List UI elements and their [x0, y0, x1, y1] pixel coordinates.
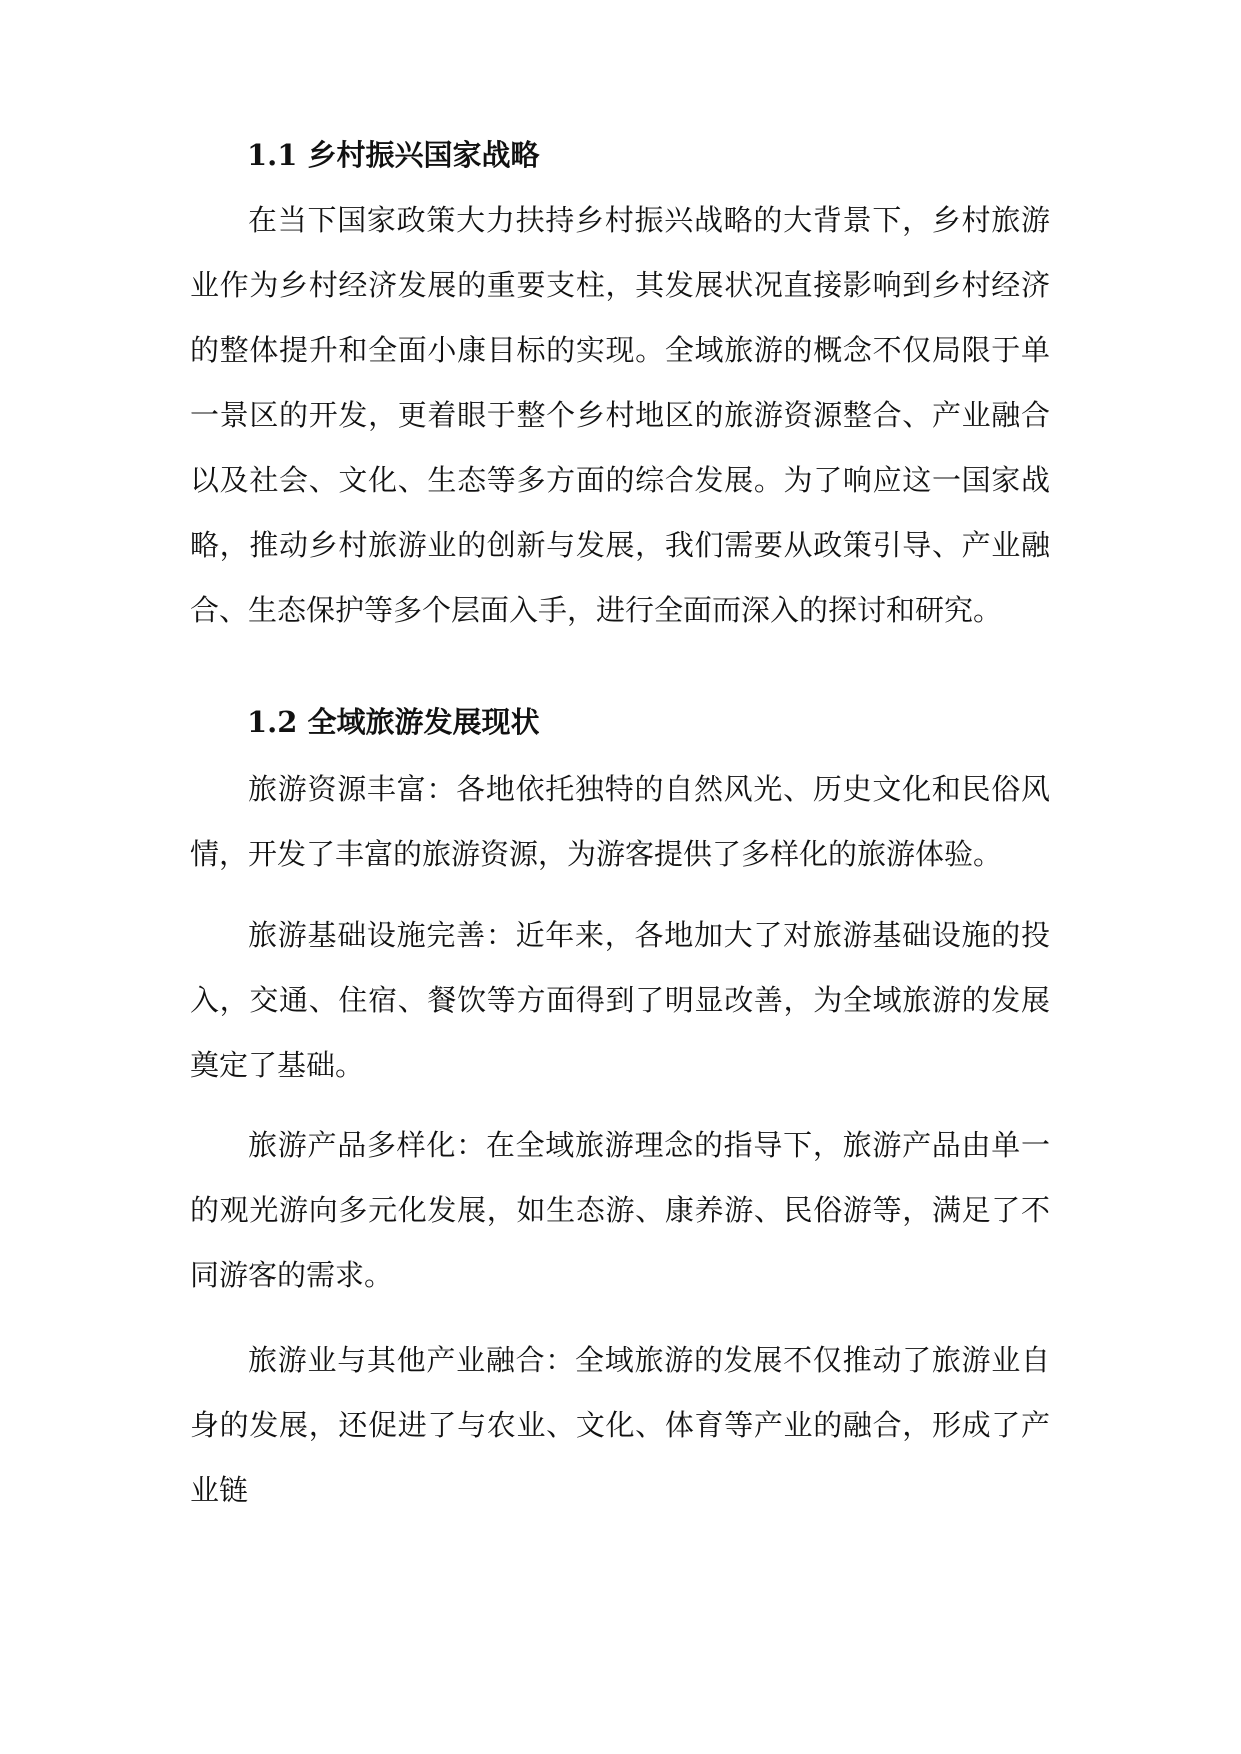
section-heading-1-2: 1.2 全域旅游发展现状	[247, 705, 540, 739]
paragraph-industry-integration: 旅游业与其他产业融合：全域旅游的发展不仅推动了旅游业自身的发展，还促进了与农业、文化、体育等产业的融合，形成了产业链	[190, 1343, 1050, 1507]
paragraph-tourism-products: 旅游产品多样化：在全域旅游理念的指导下，旅游产品由单一的观光游向多元化发展，如生态游、康养游、民俗游等，满足了不同游客的需求。	[190, 1128, 1050, 1292]
paragraph-tourism-infrastructure: 旅游基础设施完善：近年来，各地加大了对旅游基础设施的投入，交通、住宿、餐饮等方面得到了明显改善，为全域旅游的发展奠定了基础。	[190, 918, 1050, 1082]
section-heading-1-1: 1.1 乡村振兴国家战略	[247, 138, 540, 172]
paragraph-tourism-resources: 旅游资源丰富：各地依托独特的自然风光、历史文化和民俗风情，开发了丰富的旅游资源，为游客提供了多样化的旅游体验。	[190, 772, 1050, 871]
paragraph-rural-revitalization: 在当下国家政策大力扶持乡村振兴战略的大背景下，乡村旅游业作为乡村经济发展的重要支柱，其发展状况直接影响到乡村经济的整体提升和全面小康目标的实现。全域旅游的概念不仅局限于单一景区的开发，更着眼于整个乡村地区的旅游资源整合、产业融合以及社会、文化、生态等多方面的综合发展。为了响应这一国家战略，推动乡村旅游业的创新与发展，我们需要从政策引导、产业融合、生态保护等多个层面入手，进行全面而深入的探讨和研究。	[190, 203, 1050, 627]
